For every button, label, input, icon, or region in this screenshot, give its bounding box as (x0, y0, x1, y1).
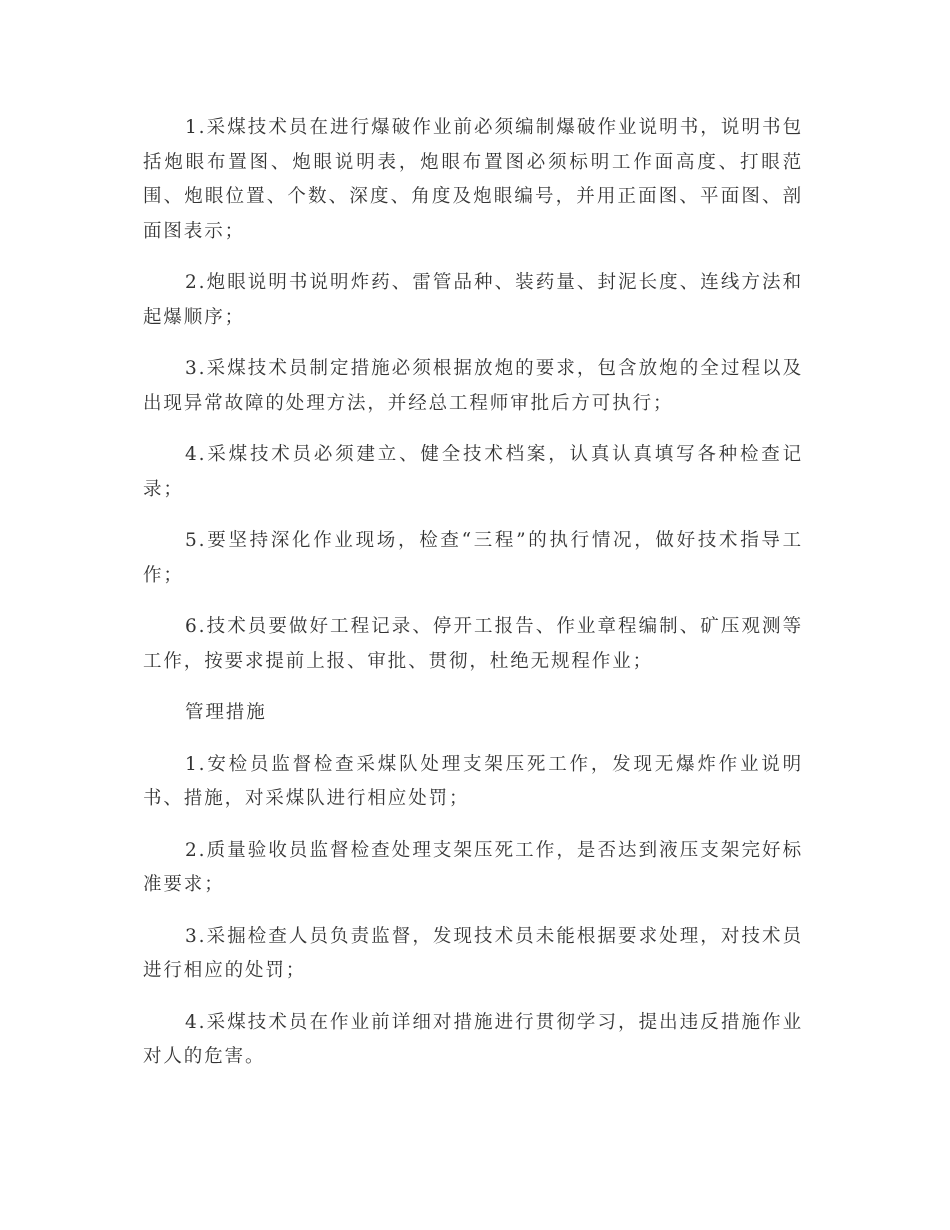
paragraph-technician-duty-5: 5.要坚持深化作业现场，检查“三程”的执行情况，做好技术指导工作； (143, 530, 803, 586)
paragraph-management-3: 3.采掘检查人员负责监督，发现技术员未能根据要求处理，对技术员进行相应的处罚； (143, 925, 803, 981)
paragraph-management-4: 4.采煤技术员在作业前详细对措施进行贯彻学习，提出违反措施作业对人的危害。 (143, 1011, 803, 1067)
paragraph-technician-duty-1: 1.采煤技术员在进行爆破作业前必须编制爆破作业说明书，说明书包括炮眼布置图、炮眼说明表，炮眼布置图必须标明工作面高度、打眼范围、炮眼位置、个数、深度、角度及炮眼编号，并用正面图、平面图、剖面图表示； (143, 117, 803, 242)
paragraph-technician-duty-3: 3.采煤技术员制定措施必须根据放炮的要求，包含放炮的全过程以及出现异常故障的处理方法，并经总工程师审批后方可执行； (143, 358, 803, 414)
paragraph-technician-duty-4: 4.采煤技术员必须建立、健全技术档案，认真认真填写各种检查记录； (143, 444, 803, 500)
section-heading-management-measures: 管理措施 (185, 702, 267, 723)
paragraph-management-2: 2.质量验收员监督检查处理支架压死工作，是否达到液压支架完好标准要求； (143, 839, 803, 895)
document-body (143, 111, 803, 1092)
paragraph-technician-duty-2: 2.炮眼说明书说明炸药、雷管品种、装药量、封泥长度、连线方法和起爆顺序； (143, 272, 803, 328)
paragraph-management-1: 1.安检员监督检查采煤队处理支架压死工作，发现无爆炸作业说明书、措施，对采煤队进行相应处罚； (143, 753, 803, 809)
paragraph-technician-duty-6: 6.技术员要做好工程记录、停开工报告、作业章程编制、矿压观测等工作，按要求提前上报、审批、贯彻，杜绝无规程作业； (143, 616, 803, 672)
